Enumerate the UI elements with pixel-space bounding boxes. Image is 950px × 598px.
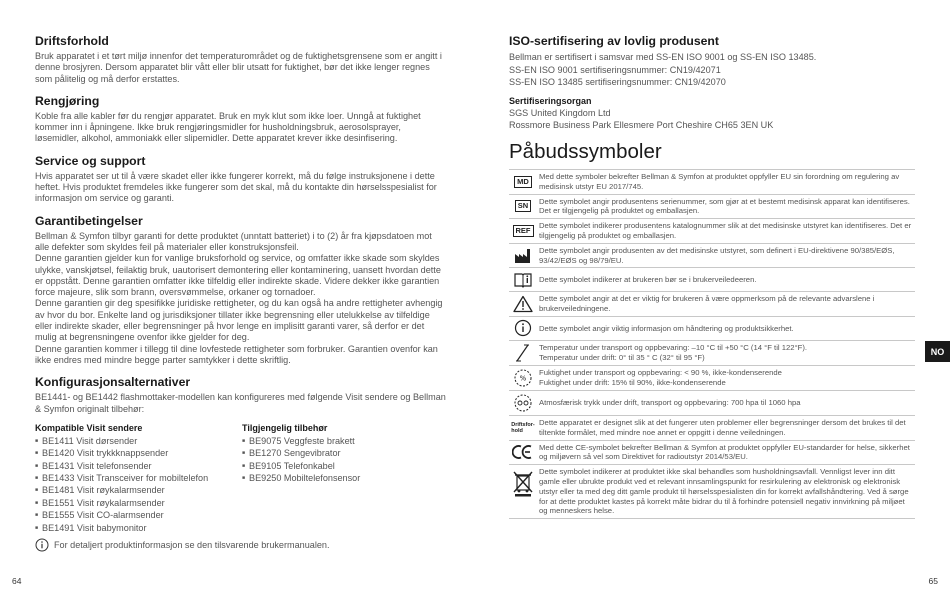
symbol-text: Dette symbolet angir at det er viktig for brukeren å være oppmerksom på de relevante advarslene i brukerveiledningene. bbox=[539, 294, 875, 314]
list-item: ■ BE1431 Visit telefonsender bbox=[35, 460, 242, 472]
column-title: Tilgjengelig tilbehør bbox=[242, 422, 328, 433]
symbol-text: Atmosfærisk trykk under drift, transport og oppbevaring: 700 hpa til 1060 hpa bbox=[539, 398, 801, 408]
iso-line: Bellman er sertifisert i samsvar med SS-EN ISO 9001 og SS-EN ISO 13485. bbox=[509, 52, 817, 62]
info-icon bbox=[514, 319, 532, 337]
section-warranty bbox=[35, 214, 447, 367]
list-item: ■ BE1481 Visit røykalarmsender bbox=[35, 484, 242, 496]
ce-icon bbox=[512, 444, 534, 460]
symbol-row bbox=[509, 340, 915, 365]
symbol-text: Temperatur under transport og oppbevaring: –10 °C til +50 °C (14 °F til 122°F). Temperatur under drift: 0° til 35 ° C (32° til 95 °F) bbox=[539, 343, 808, 362]
symbol-row bbox=[509, 218, 915, 243]
list-item: ■ BE1555 Visit CO-alarmsender bbox=[35, 509, 242, 521]
symbol-row bbox=[509, 291, 915, 316]
config-columns bbox=[35, 423, 447, 534]
cert-body-title: Sertifiseringsorgan bbox=[509, 95, 592, 106]
symbol-row bbox=[509, 169, 915, 194]
section-rengjoring bbox=[35, 94, 447, 145]
list-item: ■ BE9250 Mobiltelefonsensor bbox=[242, 472, 442, 484]
info-note bbox=[35, 538, 447, 552]
symbol-text: Fuktighet under transport og oppbevaring: < 90 %, ikke-kondenserende Fuktighet under drift: 15% til 90%, ikke-kondenserende bbox=[539, 368, 782, 387]
column-title: Kompatible Visit sendere bbox=[35, 422, 143, 433]
symbol-row bbox=[509, 316, 915, 340]
symbol-text: Dette symbolet indikerer produsentens katalognummer slik at det medisinske utstyret kan identifiseres. Det er tilgjengelig på produktet og emballasjen. bbox=[539, 221, 912, 240]
info-icon bbox=[35, 538, 49, 552]
list-item: ■ BE1420 Visit trykkknappsender bbox=[35, 447, 242, 459]
page-number: 64 bbox=[12, 576, 22, 586]
symbol-text: Med dette symboler bekrefter Bellman & Symfon at produktet oppfyller EU sin forordning om regulering av medisinsk utstyr EU 2017/745. bbox=[539, 171, 900, 191]
symbol-row bbox=[509, 243, 915, 268]
pressure-icon bbox=[513, 393, 533, 413]
section-driftsforhold bbox=[35, 34, 447, 85]
symbol-row bbox=[509, 440, 915, 465]
symbol-text: Med dette CE-symbolet bekrefter Bellman & Symfon at produktet oppfyller EU-standarder for helse, sikkerhet og miljøvern så vel som Direktivet for radioutstyr 2014/53/EU. bbox=[539, 442, 910, 462]
md-icon: MD bbox=[514, 176, 532, 188]
symbol-row bbox=[509, 464, 915, 519]
warranty-paragraph: Denne garantien gir deg spesifikke juridiske rettigheter, og du kan også ha andre rettigheter avhengig av hvor du bor. Enkelte land og jurisdiksjoner tillater ikke begrensning eller utelukkelse av tilfeldige eller indirekte skader, eller begrensninger på hvor lenge en implisitt garanti varer, så derfor er det mulig at begrensningene ovenfor ikke gjelder for deg. bbox=[35, 298, 443, 343]
warranty-paragraph: Denne garantien gjelder kun for vanlige bruksforhold og service, og omfatter ikke skade som skyldes ulykke, vanskjøtsel, feilaktig bruk, uautorisert demontering eller kontaminering, uansett hvordan dette er oppstått. Denne garantien omfatter ikke tilfeldig eller indirekte skade. Videre dekker ikke garantien force majeure, slik som brann, oversvømmelse, orkaner og tornadoer. bbox=[35, 253, 441, 298]
available-accessories bbox=[242, 423, 442, 534]
temperature-icon bbox=[515, 343, 531, 363]
section-text: Bruk apparatet i et tørt miljø innenfor det temperaturområdet og de fuktighetsgrensene som er angitt i denne brosjyren. Dersom apparatet blir vått eller blir utsatt for fuktighet, bør det ikke lenger regnes som pålitelig og må derfor erstattes. bbox=[35, 51, 442, 84]
manufacturer-icon bbox=[514, 248, 532, 264]
list-item: ■ BE1491 Visit babymonitor bbox=[35, 522, 242, 534]
list-item: ■ BE1551 Visit røykalarmsender bbox=[35, 497, 242, 509]
symbol-row bbox=[509, 267, 915, 291]
sn-icon: SN bbox=[515, 200, 531, 212]
section-title: Driftsforhold bbox=[35, 34, 109, 48]
humidity-icon bbox=[513, 368, 533, 388]
symbol-text: Dette symbolet indikerer at brukeren bør se i brukerveiledeeren. bbox=[539, 274, 757, 284]
list-item: ■ BE1270 Sengevibrator bbox=[242, 447, 442, 459]
symbol-text: Dette symbolet angir viktig informasjon om håndtering og produktsikkerhet. bbox=[539, 323, 794, 333]
list-item: ■ BE1411 Visit dørsender bbox=[35, 435, 242, 447]
manual-icon bbox=[513, 272, 533, 288]
ref-icon: REF bbox=[513, 225, 534, 237]
cert-body-line: Rossmore Business Park Ellesmere Port Cheshire CH65 3EN UK bbox=[509, 120, 774, 131]
symbol-text: Dette apparatet er designet slik at det fungerer uten problemer eller begrensninger dersom det brukes til det tiltenkte formålet, med mindre noe annet er oppgitt i denne veiledningen. bbox=[539, 417, 906, 437]
section-title: Rengjøring bbox=[35, 93, 100, 108]
right-content bbox=[509, 34, 915, 519]
iso-title: ISO-sertifisering av lovlig produsent bbox=[509, 34, 719, 48]
symbol-row bbox=[509, 365, 915, 390]
iso-line: SS-EN ISO 13485 sertifiseringsnummer: CN19/42070 bbox=[509, 77, 726, 88]
symbol-row bbox=[509, 390, 915, 415]
duty-icon: Driftsfor- hold bbox=[511, 421, 535, 434]
config-intro: BE1441- og BE1442 flashmottaker-modellen kan konfigureres med følgende Visit sendere og Bellman & Symfon originalt tilbehør: bbox=[35, 392, 446, 414]
warranty-paragraph: Bellman & Symfon tilbyr garanti for dette produktet (unntatt batteriet) i to (2) år fra kjøpsdatoen mot alle defekter som skyldes feil på materialer eller konstruksjonsfeil. bbox=[35, 230, 432, 252]
right-page bbox=[475, 0, 950, 598]
symbol-row bbox=[509, 194, 915, 219]
symbol-text: Dette symbolet angir produsentens serienummer, som gjør at et bestemt medisinsk apparat kan identifiseres. Det er tilgjengelig på produktet og emballasjen. bbox=[539, 196, 910, 216]
section-title: Garantibetingelser bbox=[35, 213, 143, 228]
page-number: 65 bbox=[928, 576, 938, 586]
left-content bbox=[35, 34, 447, 561]
list-item: ■ BE9105 Telefonkabel bbox=[242, 460, 442, 472]
list-item: ■ BE9075 Veggfeste brakett bbox=[242, 435, 442, 447]
symbols-table bbox=[509, 169, 915, 519]
compatible-senders bbox=[35, 423, 242, 534]
section-text: Koble fra alle kabler før du rengjør apparatet. Bruk en myk klut som ikke loer. Unngå at fuktighet kommer inn i åpningene. Ikke bruk rengjøringsmidler for husholdningsbruk, aerosolsprayer, løsemidler, alkohol, ammoniakk eller slipemidler. Dette apparatet krever ikke desinfisering. bbox=[35, 110, 421, 144]
language-tab: NO bbox=[925, 341, 950, 362]
iso-line: SS-EN ISO 9001 sertifiseringsnummer: CN19/42071 bbox=[509, 64, 721, 75]
section-title: Service og support bbox=[35, 153, 146, 168]
symbol-text: Dette symbolet indikerer at produktet ikke skal behandles som husholdningsavfall. Vennligst lever inn ditt gamle eller ubrukte produkt ved et relevant innsamlingspunkt for resirkulering av elektronisk og elektronisk utstyr eller ta med deg ditt gamle produkt til hørselsspesialisten din for korrekt avfallshåndtering. Ved å sørge for at dette produktet kastes på korrekt måte bidrar du til å forhindre potensiell negativ innvirkning på miljøet og menneskers helse. bbox=[539, 467, 909, 516]
svg-text:%: % bbox=[519, 374, 527, 383]
weee-icon bbox=[513, 471, 533, 497]
list-item: ■ BE1433 Visit Transceiver for mobiltelefon bbox=[35, 472, 242, 484]
section-config bbox=[35, 375, 447, 552]
symbol-row bbox=[509, 415, 915, 440]
cert-body-line: SGS United Kingdom Ltd bbox=[509, 107, 611, 118]
symbol-text: Dette symbolet angir produsenten av det medisinske utstyret, som definert i EU-direktivene 90/385/EØS, 93/42/EØS og 98/79/EU. bbox=[539, 245, 895, 265]
symbols-title: Påbudssymboler bbox=[509, 139, 662, 163]
section-title: Konfigurasjonsalternativer bbox=[35, 375, 191, 390]
note-text: For detaljert produktinformasjon se den tilsvarende brukermanualen. bbox=[54, 540, 330, 551]
warning-icon bbox=[513, 295, 533, 313]
section-service bbox=[35, 154, 447, 205]
warranty-paragraph: Denne garantien kommer i tillegg til dine lovfestede rettigheter som forbruker. Garantien ovenfor kan ikke endres med mindre begge parter samtykker i dette skriftlig. bbox=[35, 343, 438, 365]
section-text: Hvis apparatet ser ut til å være skadet eller ikke fungerer korrekt, må du følge instruksjonene i dette heftet. Hvis produktet fremdeles ikke fungerer som det skal, må du kontakte din hørselsspesialist for informasjon om service og garanti. bbox=[35, 170, 437, 204]
